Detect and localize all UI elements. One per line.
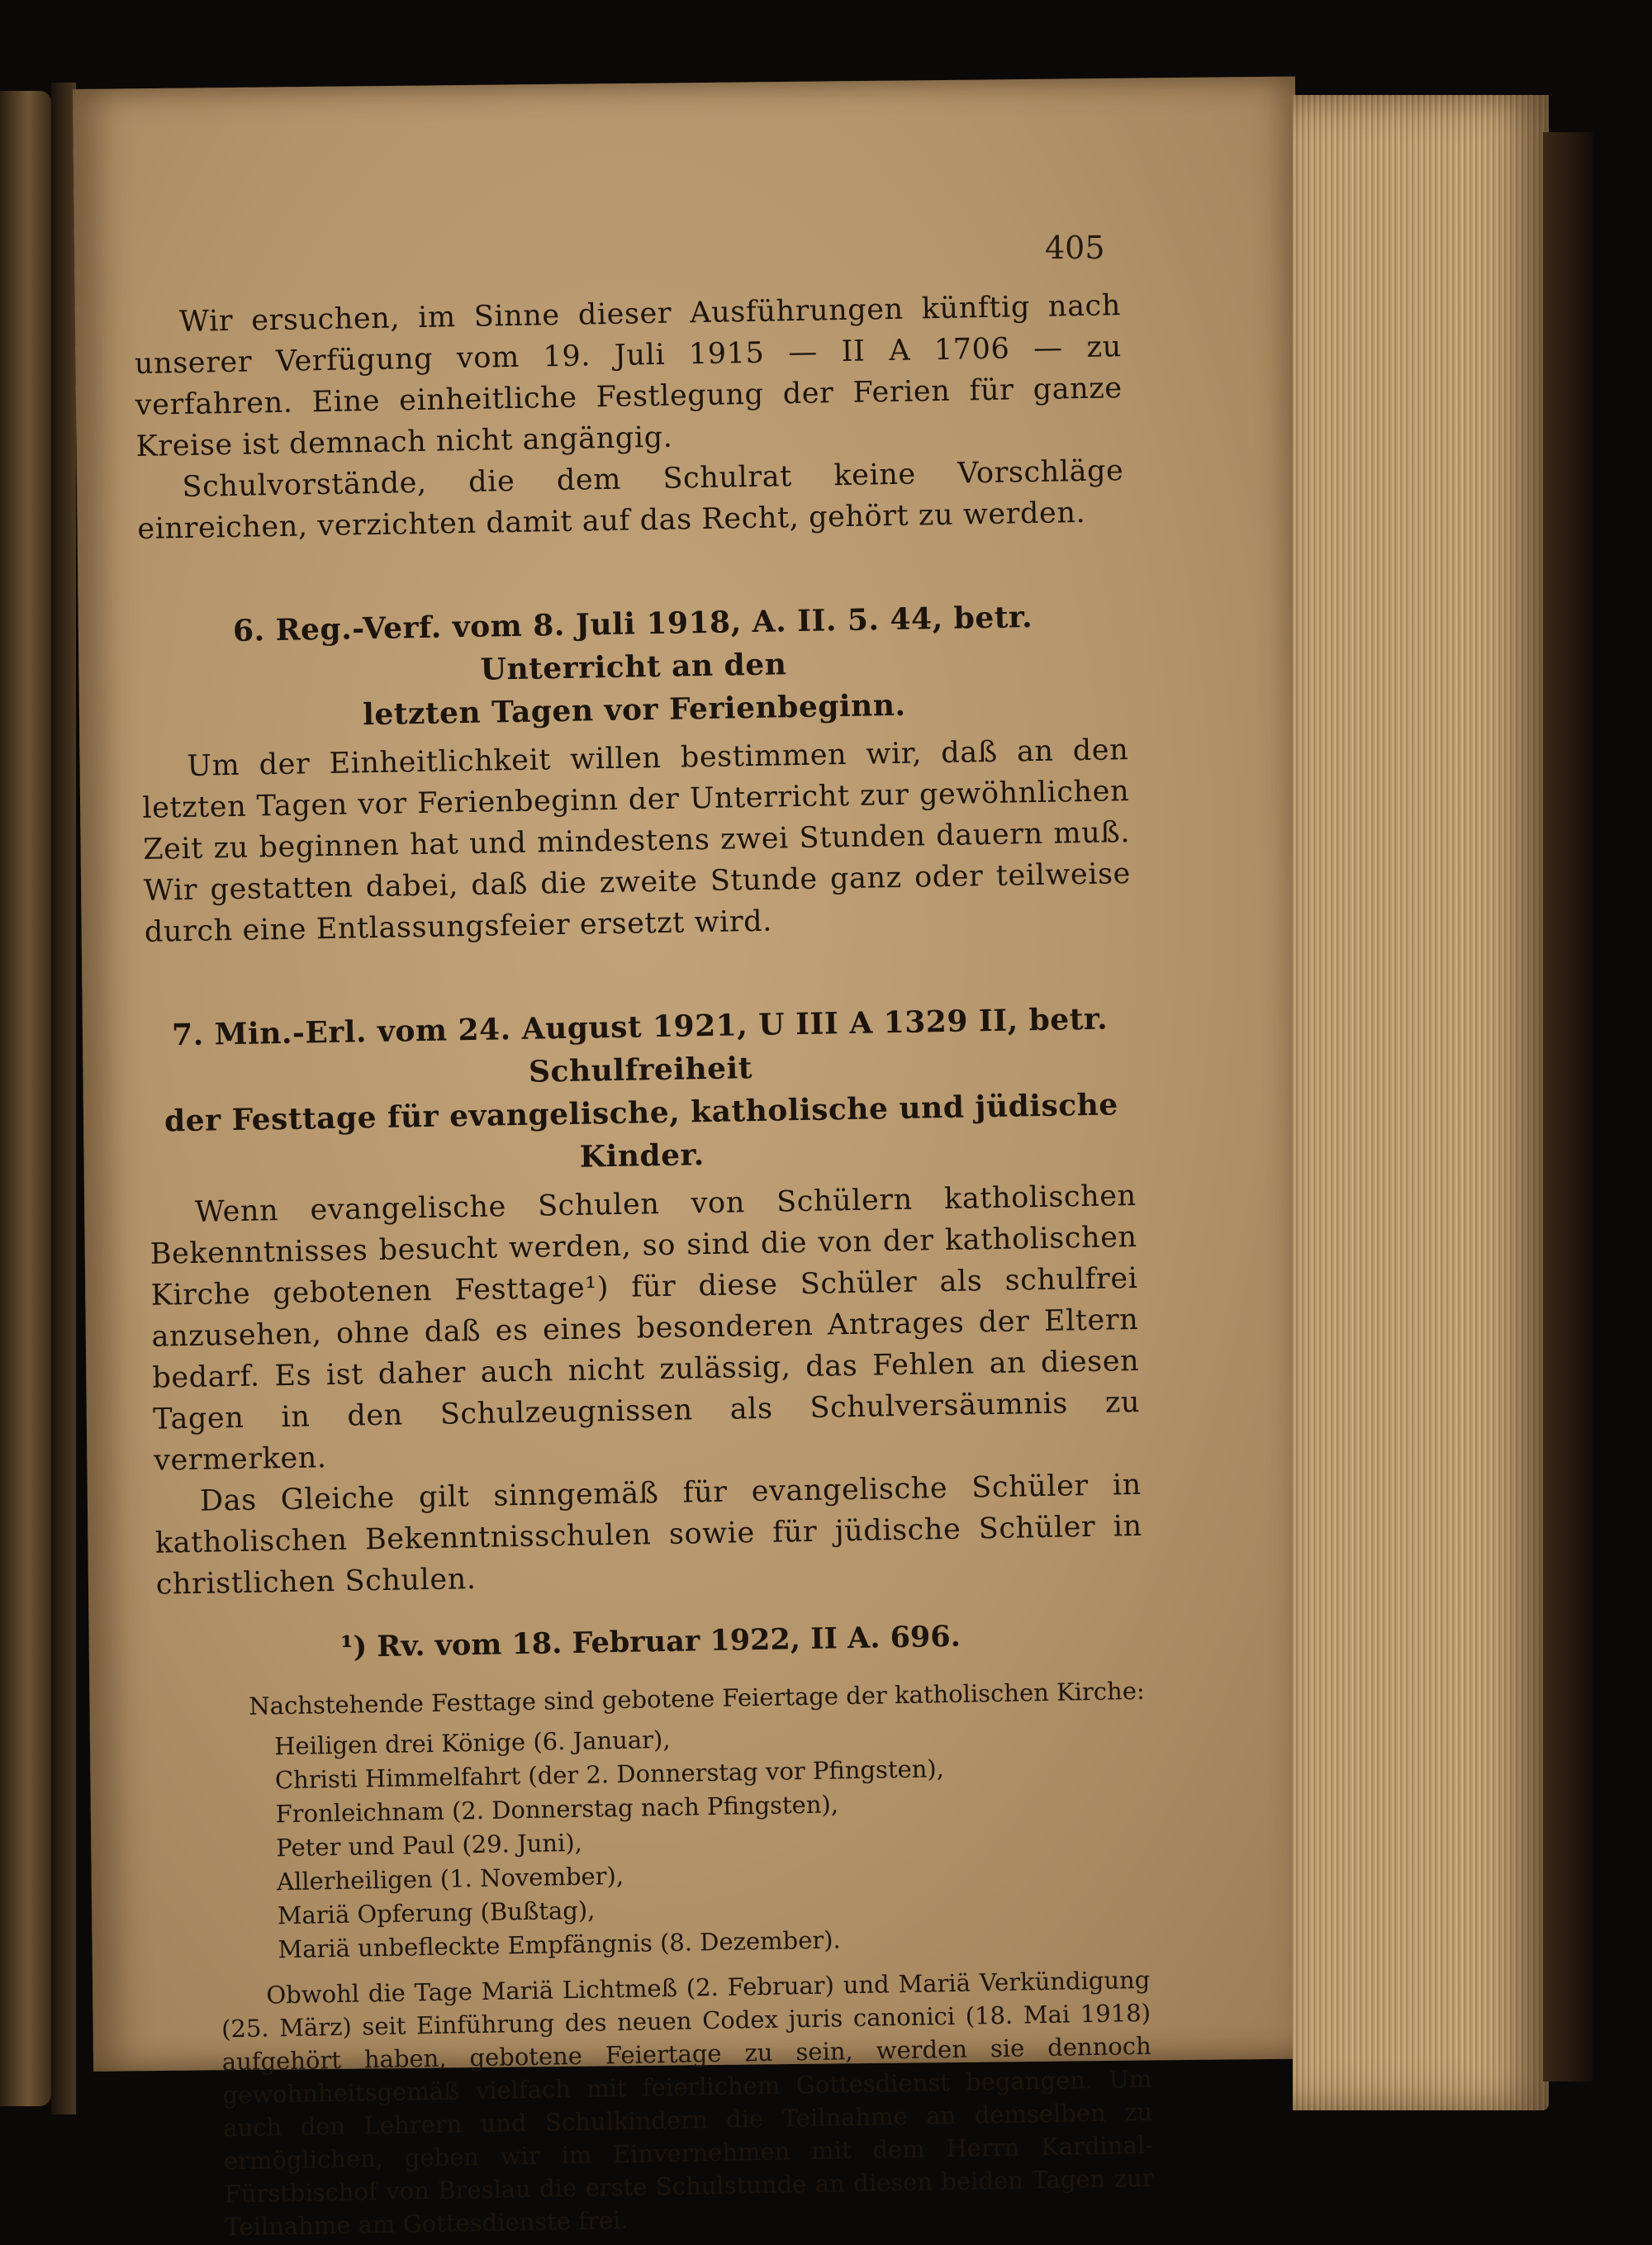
section-6-paragraph: Um der Einheitlichkeit willen bestimmen wir, daß an den letzten Tagen vor Ferienbeginn der Unterricht zur gewöhnlichen Zeit zu beginnen hat und mindestens zwei Stunden dauern muß. Wir gestatten dabei, daß die zweite Stunde ganz oder teilweise durch eine Entlassungsfeier ersetzt wird. [142,733,1132,949]
holiday-item: Peter und Paul (29. Juni), [276,1828,583,1863]
section-6-heading-line-1: 6. Reg.-Verf. vom 8. Juli 1918, A. II. 5. 44, betr. Unterricht an den [232,600,1033,687]
intro-paragraph-1: Wir ersuchen, im Sinne dieser Ausführungen künftig nach unserer Verfügung vom 19. Juli 1915 — II A 1706 — zu verfahren. Eine einheitliche Festlegung der Ferien für ganze Kreise ist demnach nicht angängig. [134,289,1123,463]
section-7-paragraph-1: Wenn evangelische Schulen von Schülern katholischen Bekenntnisses besucht werden, so sind die von der katholischen Kirche gebotenen Festtage¹) für diese Schüler als schulfrei anzusehen, ohne daß es eines besonderen Antrages der Eltern bedarf. Es ist daher auch nicht zulässig, das Fehlen an diesen Tagen in den Schulzeugnissen als Schulversäumnis zu vermerken. [150,1179,1141,1478]
section-7-paragraph-2: Das Gleiche gilt sinngemäß für evangelische Schüler in katholischen Bekenntnisschulen sowie für jüdische Schüler in christlichen Schulen. [154,1468,1143,1602]
holiday-item: Mariä Opferung (Bußtag), [277,1896,596,1930]
holiday-item: Christi Himmelfahrt (der 2. Donnerstag vor Pfingsten), [274,1754,945,1795]
section-7-heading-line-1: 7. Min.-Erl. vom 24. August 1921, U III A 1329 II, betr. Schulfreiheit [171,1001,1108,1089]
holiday-item: Mariä unbefleckte Empfängnis (8. Dezember). [278,1925,841,1964]
holiday-item: Allerheiligen (1. November), [276,1861,624,1896]
page-text [132,206,1155,2244]
footnote-closing-paragraph: Obwohl die Tage Mariä Lichtmeß (2. Februar) und Mariä Verkündigung (25. März) seit Einführung des neuen Codex juris canonici (18. Mai 1918) aufgehört haben, gebotene Feiertage zu sein, werden sie dennoch gewohnheitsgemäß vielfach mit feierlichem Gottesdienst begangen. Um auch den Lehrern und Schulkindern die Teilnahme an demselben zu ermöglichen, geben wir im Einvernehmen mit dem Herrn Kardinal-Fürstbischof von Breslau die erste Schulstunde an diesen beiden Tagen zur Teilnahme am Gottesdienste frei. [221,1965,1154,2242]
intro-paragraph-2: Schulvorstände, die dem Schulrat keine Vorschläge einreichen, verzichten damit auf das Recht, gehört zu werden. [137,454,1124,546]
page-stack-edge [1293,95,1549,2110]
section-6-heading-line-2: letzten Tagen vor Ferienbeginn. [362,687,906,733]
previous-page-edge [0,91,51,2106]
book-cover-edge [1543,132,1593,2081]
footnote-title: ¹) Rv. vom 18. Februar 1922, II A. 696. [339,1619,961,1664]
holiday-item: Heiligen drei Könige (6. Januar), [273,1725,671,1761]
book-gutter [51,83,76,2114]
holiday-item: Fronleichnam (2. Donnerstag nach Pfingsten), [275,1790,839,1829]
footnote-intro: Nachstehende Festtage sind gebotene Feiertage der katholischen Kirche: [249,1676,1146,1721]
section-7-heading-line-2: der Festtage für evangelische, katholische und jüdische Kinder. [164,1087,1119,1175]
holiday-list [274,1715,1150,1967]
page-number: 405 [1045,230,1105,266]
